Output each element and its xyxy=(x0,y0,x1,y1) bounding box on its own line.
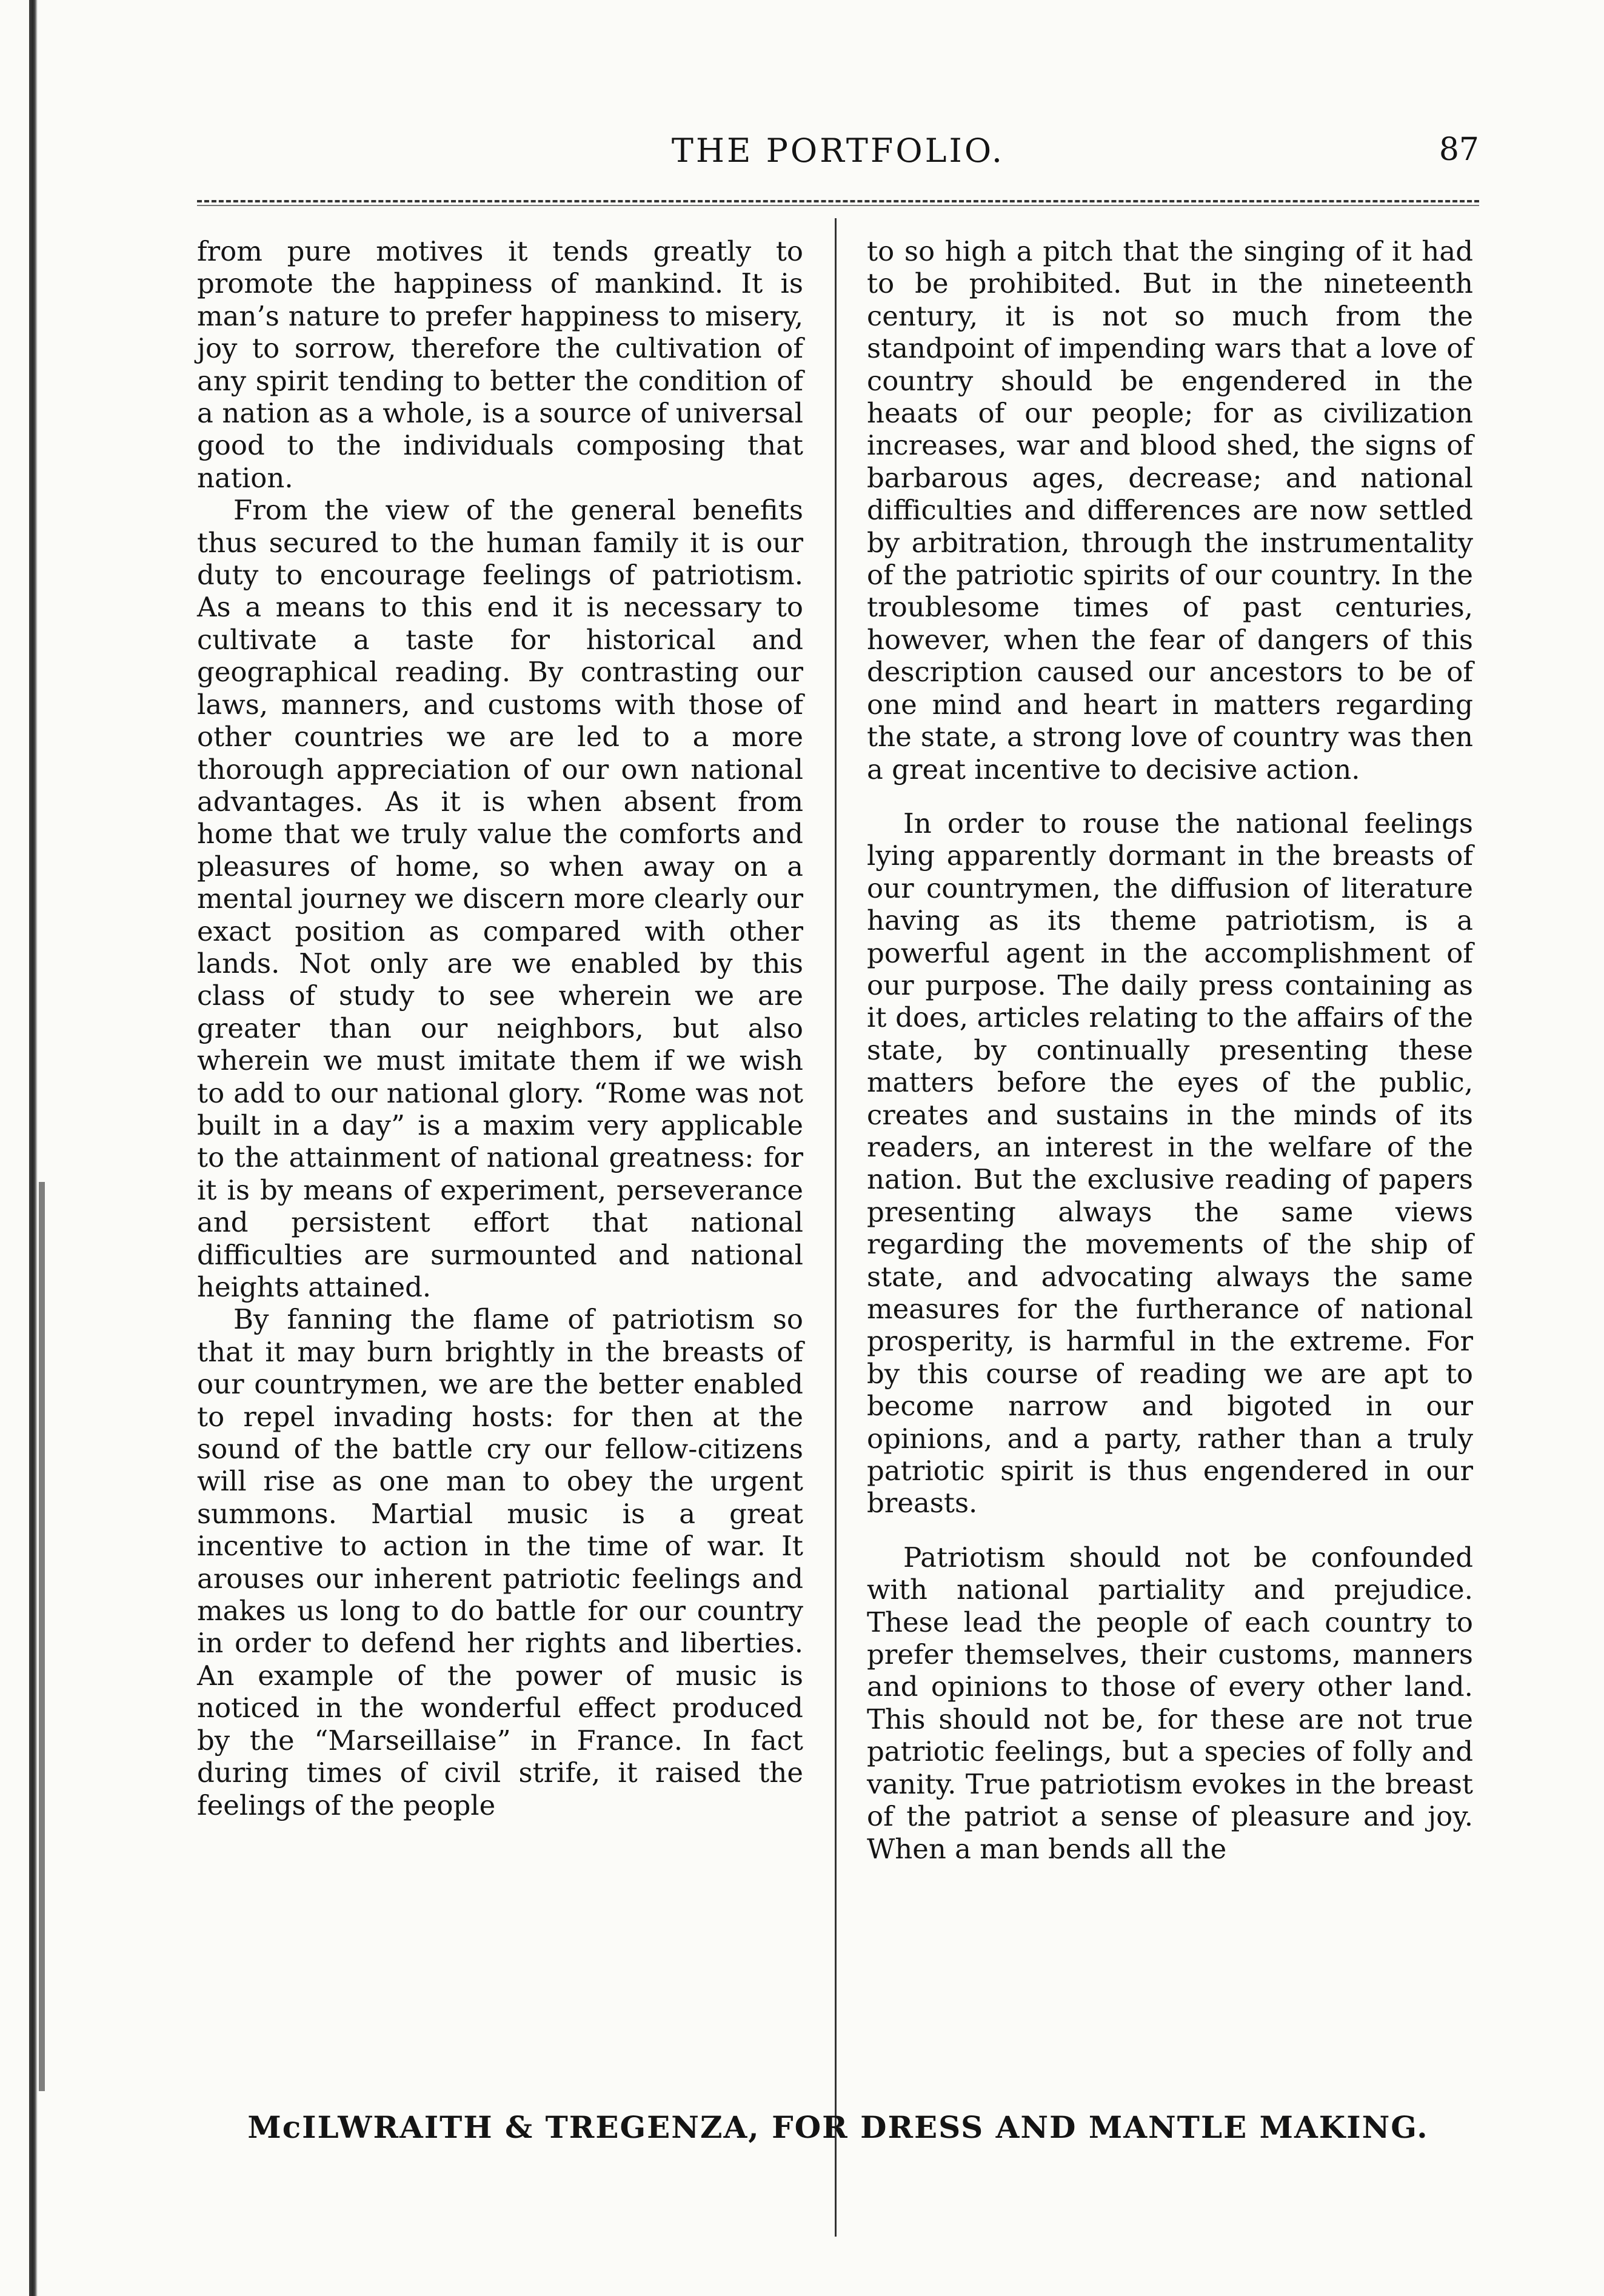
left-column xyxy=(197,235,803,2257)
page-number: 87 xyxy=(1439,132,1479,168)
right-column xyxy=(867,235,1473,2257)
header-rule-thin xyxy=(197,205,1479,206)
footer-advertisement: McILWRAITH & TREGENZA, FOR DRESS AND MANTLE MAKING. xyxy=(247,2109,1429,2145)
scan-binding-edge xyxy=(29,0,38,2296)
running-title: THE PORTFOLIO. xyxy=(671,132,1005,170)
paragraph: From the view of the general benefits thus secured to the human family it is our duty to encourage feelings of patriotism. As a means to this end it is necessary to cultivate a taste for historical and geographical reading. By contrasting our laws, manners, and customs with those of other countries we are led to a more thorough appreciation of our own national advantages. As it is when absent from home that we truly value the comforts and pleasures of home, so when away on a mental journey we discern more clearly our exact position as compared with other lands. Not only are we enabled by this class of study to see wherein we are greater than our neighbors, but also wherein we must imitate them if we wish to add to our national glory. “Rome was not built in a day” is a maxim very applicable to the attainment of national greatness: for it is by means of experiment, perseverance and persistent effort that national difficulties are surmounted and national heights attained. xyxy=(197,494,803,1303)
page-header xyxy=(197,124,1479,179)
paragraph: Patriotism should not be confounded with national partiality and prejudice. These lead the people of each country to prefer themselves, their customs, manners and opinions to those of every other land. This should not be, for these are not true patriotic feelings, but a species of folly and vanity. True patriotism evokes in the breast of the patriot a sense of pleasure and joy. When a man bends all the xyxy=(867,1541,1473,1865)
paragraph: By fanning the flame of patriotism so that it may burn brightly in the breasts of our countrymen, we are the better enabled to repel invading hosts: for then at the sound of the battle cry our fellow-citizens will rise as one man to obey the urgent summons. Martial music is a great incentive to action in the time of war. It arouses our inherent patriotic feelings and makes us long to do battle for our country in order to defend her rights and liberties. An example of the power of music is noticed in the wonderful effect produced by the “Marseillaise” in France. In fact during times of civil strife, it raised the feelings of the people xyxy=(197,1303,803,1821)
paragraph: to so high a pitch that the singing of it had to be prohibited. But in the nineteenth century, it is not so much from the standpoint of impending wars that a love of country should be engendered in the heaats of our people; for as civilization increases, war and blood shed, the signs of barbarous ages, decrease; and national difficulties and differences are now settled by arbitration, through the instrumentality of the patriotic spirits of our country. In the troublesome times of past centuries, however, when the fear of dangers of this description caused our ancestors to be of one mind and heart in matters regarding the state, a strong love of country was then a great incentive to decisive action. xyxy=(867,235,1473,786)
column-divider xyxy=(835,218,837,2237)
scan-binding-shadow xyxy=(39,1182,45,2091)
paragraph: In order to rouse the national feelings lying apparently dormant in the breasts of our countrymen, the diffusion of literature having as its theme patriotism, is a powerful agent in the accomplishment of our purpose. The daily press containing as it does, articles relating to the affairs of the state, by continually presenting these matters before the eyes of the public, creates and sustains in the minds of its readers, an interest in the welfare of the nation. But the exclusive reading of papers presenting always the same views regarding the movements of the ship of state, and advocating always the same measures for the furtherance of national prosperity, is harmful in the extreme. For by this course of reading we are apt to become narrow and bigoted in our opinions, and a party, rather than a truly patriotic spirit is thus engendered in our breasts. xyxy=(867,807,1473,1520)
header-rule xyxy=(197,200,1479,202)
paragraph: from pure motives it tends greatly to promote the happiness of mankind. It is man’s nature to prefer happiness to misery, joy to sorrow, therefore the cultivation of any spirit tending to better the condition of a nation as a whole, is a source of universal good to the individuals composing that nation. xyxy=(197,235,803,494)
